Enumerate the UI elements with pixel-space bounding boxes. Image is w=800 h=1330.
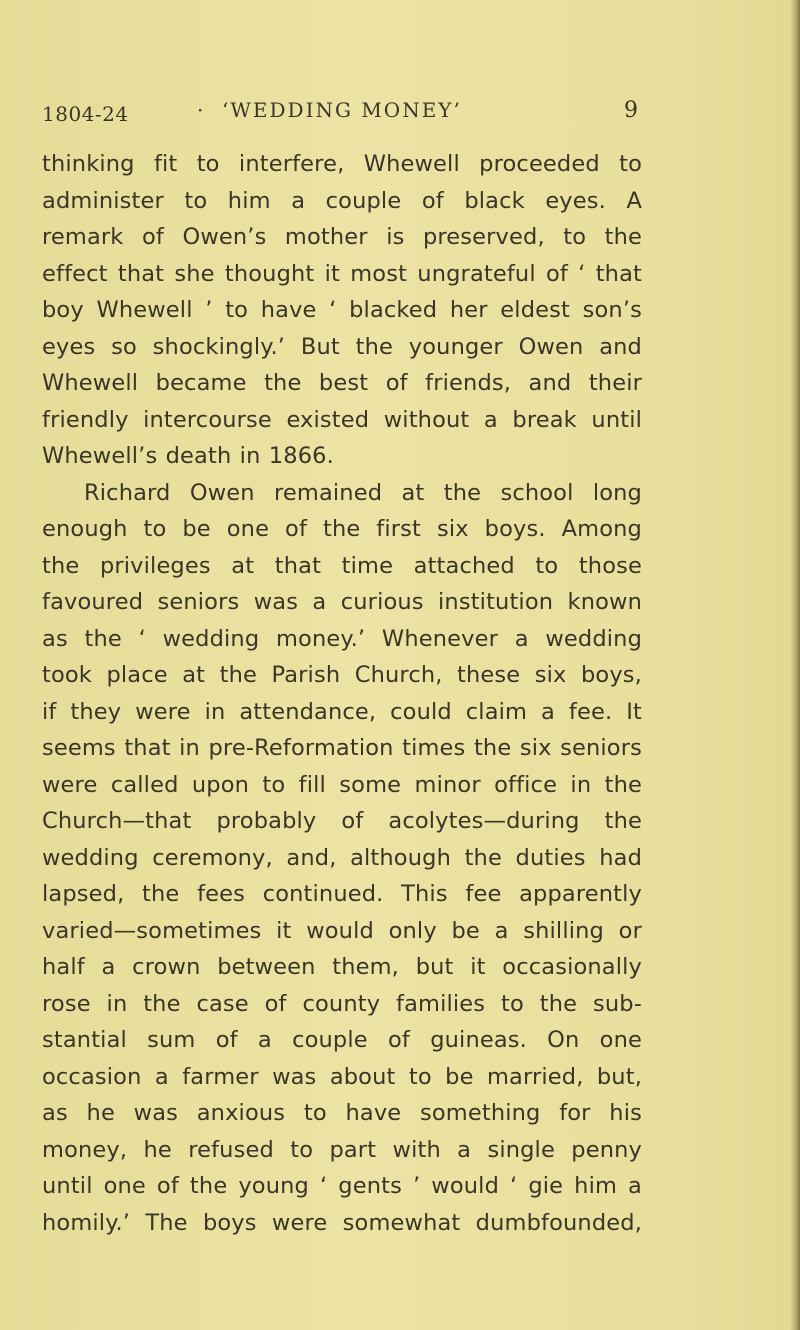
text-line: as he was anxious to have something for his <box>42 1100 642 1126</box>
text-line: the privileges at that time attached to those <box>42 552 642 579</box>
text-line: money, he refused to part with a single penny <box>42 1136 642 1163</box>
text-line: occasion a farmer was about to be married, but, <box>42 1063 642 1090</box>
text-line: were called upon to fill some minor office in the <box>42 771 642 798</box>
text-line: varied—sometimes it would only be a shilling or <box>42 917 642 944</box>
text-line: if they were in attendance, could claim a fee. It <box>42 698 642 725</box>
text-line: eyes so shockingly.’ But the younger Owen and <box>42 333 642 360</box>
text-line: enough to be one of the first six boys. Among <box>42 516 642 542</box>
running-title: ‘WEDDING MONEY’ <box>222 98 462 122</box>
text-line: thinking fit to interfere, Whewell proceeded to <box>42 151 642 177</box>
text-line: favoured seniors was a curious institution known <box>42 589 642 615</box>
text-line: Church—that probably of acolytes—during the <box>42 808 642 834</box>
text-line: homily.’ The boys were somewhat dumbfounded, <box>42 1209 642 1236</box>
text-line: as the ‘ wedding money.’ Whenever a wedding <box>42 625 642 652</box>
text-line: Whewell’s death in 1866. <box>42 443 334 469</box>
text-line: friendly intercourse existed without a break until <box>42 406 642 433</box>
text-line: took place at the Parish Church, these six boys, <box>42 662 642 688</box>
header-separator: · <box>197 98 204 122</box>
text-line: until one of the young ‘ gents ’ would ‘ gie him a <box>42 1173 642 1199</box>
text-line: stantial sum of a couple of guineas. On one <box>42 1027 642 1053</box>
text-line: Richard Owen remained at the school long <box>84 479 642 506</box>
text-line: rose in the case of county families to the sub- <box>42 990 642 1017</box>
text-line: Whewell became the best of friends, and their <box>42 370 642 396</box>
page-edge-shadow <box>790 0 800 1330</box>
text-line: administer to him a couple of black eyes. A <box>42 187 642 214</box>
header-years: 1804-24 <box>42 102 129 126</box>
text-line: effect that she thought it most ungrateful of ‘ that <box>42 260 642 287</box>
text-line: seems that in pre-Reformation times the six seniors <box>42 735 642 761</box>
text-line: half a crown between them, but it occasionally <box>42 954 642 980</box>
text-line: lapsed, the fees continued. This fee apparently <box>42 881 642 907</box>
text-line: wedding ceremony, and, although the duties had <box>42 844 642 871</box>
body-text <box>42 146 642 1241</box>
text-line: boy Whewell ’ to have ‘ blacked her eldest son’s <box>42 297 642 323</box>
running-header <box>42 96 638 136</box>
page-number: 9 <box>624 98 638 123</box>
text-line: remark of Owen’s mother is preserved, to the <box>42 224 642 250</box>
